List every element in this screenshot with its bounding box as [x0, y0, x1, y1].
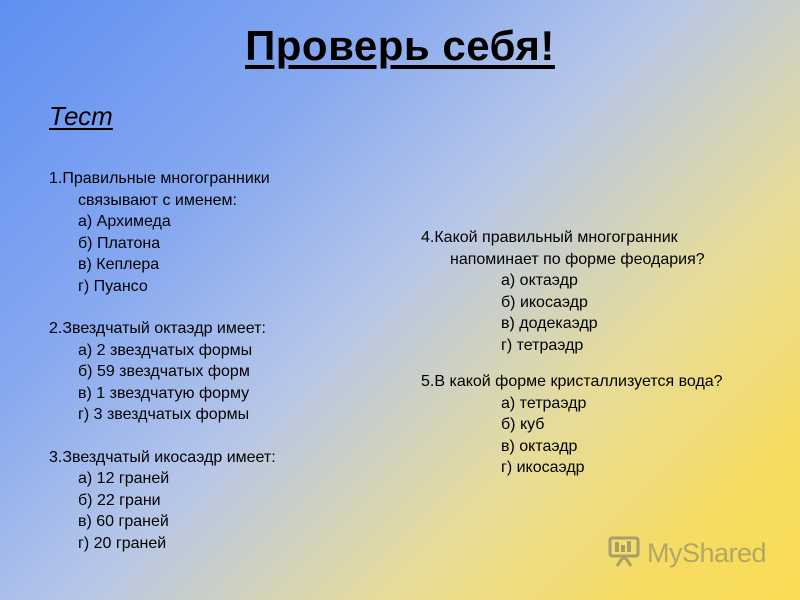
answer-option-a: а) 2 звездчатых формы — [78, 341, 253, 359]
answer-option-d: г) тетраэдр — [501, 336, 584, 354]
answer-option-b: б) 59 звездчатых форм — [78, 363, 250, 380]
answer-option-a: а) октаэдр — [501, 272, 578, 289]
answer-option-d: г) 20 граней — [78, 534, 167, 552]
presentation-board-icon — [606, 533, 642, 574]
questions-left-column — [49, 168, 379, 554]
question-text: 1.Правильные многогранники — [49, 170, 270, 187]
answer-option-b: б) икосаэдр — [501, 293, 588, 311]
question-3 — [49, 447, 379, 555]
question-text: 5.В какой форме кристаллизуется вода? — [421, 373, 723, 390]
question-text: 2.Звездчатый октаэдр имеет: — [49, 320, 266, 337]
logo-text: MyShared — [647, 537, 767, 568]
question-text-continued: напоминает по форме феодария? — [450, 250, 705, 268]
question-text-continued: связывают с именем: — [78, 191, 237, 209]
answer-option-c: в) додекаэдр — [501, 315, 598, 332]
answer-option-a: а) тетраэдр — [501, 394, 587, 412]
myshared-logo[interactable] — [606, 533, 766, 573]
answer-option-d: г) 3 звездчатых формы — [78, 406, 250, 423]
answer-option-b: б) Платона — [78, 234, 161, 252]
answer-option-c: в) Кеплера — [78, 256, 160, 273]
answer-option-c: в) 1 звездчатую форму — [78, 384, 250, 402]
question-2 — [49, 318, 379, 426]
answer-option-a: а) 12 граней — [78, 470, 170, 487]
slide-title: Проверь себя! — [245, 22, 555, 69]
answer-option-d: г) Пуансо — [78, 277, 148, 295]
answer-option-c: в) октаэдр — [501, 437, 578, 455]
answer-option-c: в) 60 граней — [78, 513, 169, 530]
answer-option-b: б) 22 грани — [78, 491, 161, 509]
question-text: 3.Звездчатый икосаэдр имеет: — [49, 448, 276, 466]
answer-option-d: г) икосаэдр — [501, 459, 585, 476]
question-1 — [49, 168, 379, 297]
question-5 — [421, 371, 781, 479]
answer-option-a: а) Архимеда — [78, 213, 171, 230]
question-4 — [421, 227, 781, 356]
question-text: 4.Какой правильный многогранник — [421, 229, 678, 246]
test-subtitle: Тест — [49, 101, 113, 131]
answer-option-b: б) куб — [501, 416, 545, 433]
questions-right-column — [421, 227, 781, 479]
